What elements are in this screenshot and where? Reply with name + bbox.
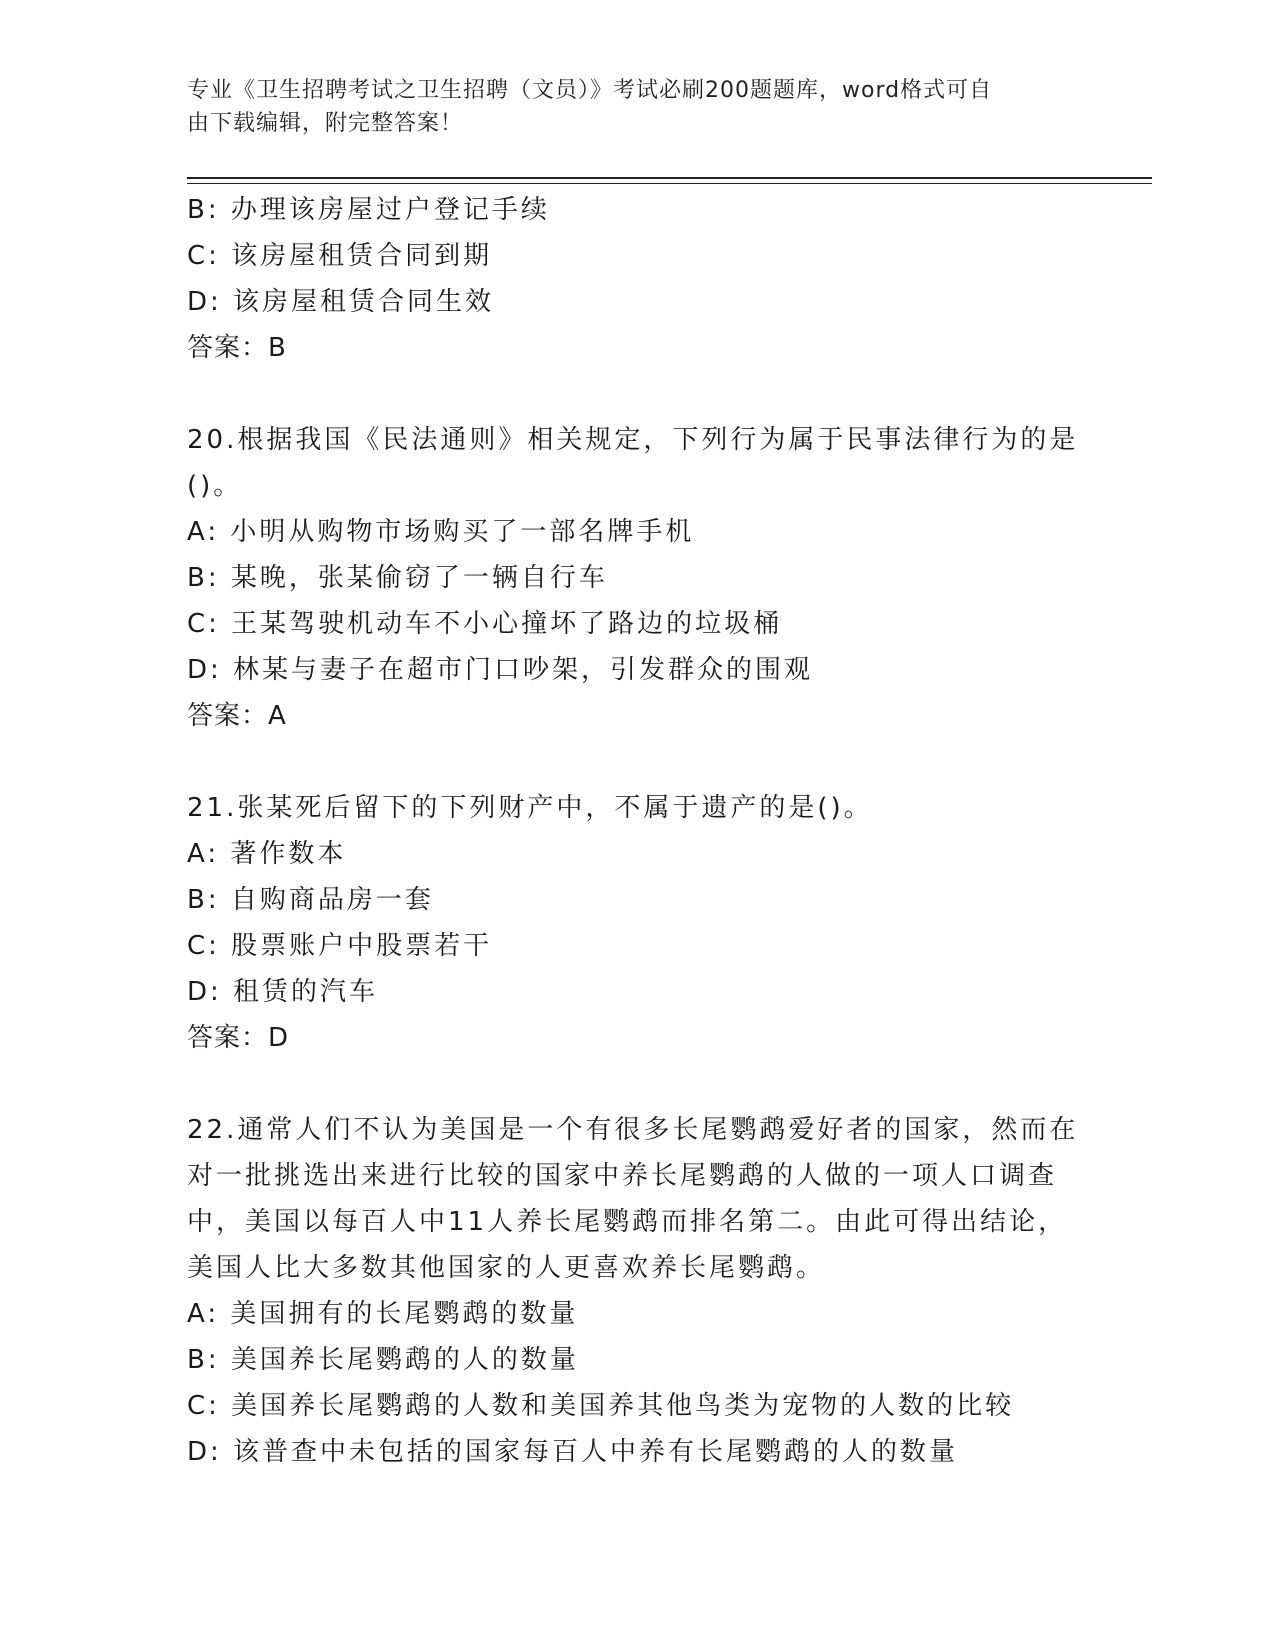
- question-stem: [187, 1107, 1087, 1291]
- question-20: [187, 417, 1087, 739]
- header-line-2: 由下载编辑，附完整答案！: [187, 111, 464, 136]
- question-21: [187, 785, 1087, 1061]
- option-b: B: 美国养长尾鹦鹉的人的数量: [187, 1345, 579, 1375]
- stem-line: 美国人比大多数其他国家的人更喜欢养长尾鹦鹉。: [187, 1253, 826, 1283]
- spacer: [187, 739, 1087, 785]
- option-a: A: 小明从购物市场购买了一部名牌手机: [187, 517, 695, 547]
- option-b: B: 某晚，张某偷窃了一辆自行车: [187, 563, 608, 593]
- stem-line: 20.根据我国《民法通则》相关规定，下列行为属于民事法律行为的是: [187, 425, 1079, 455]
- document-header: [187, 74, 1067, 140]
- question-22: [187, 1107, 1087, 1475]
- option-c: C: 王某驾驶机动车不小心撞坏了路边的垃圾桶: [187, 609, 783, 639]
- question-content: [187, 187, 1087, 1475]
- stem-line: 对一批挑选出来进行比较的国家中养长尾鹦鹉的人做的一项人口调查: [187, 1161, 1058, 1191]
- question-19-continued: [187, 187, 1087, 371]
- option-a: A: 美国拥有的长尾鹦鹉的数量: [187, 1299, 579, 1329]
- stem-line: 中，美国以每百人中11人养长尾鹦鹉而排名第二。由此可得出结论，: [187, 1207, 1068, 1237]
- option-c: C: 美国养长尾鹦鹉的人数和美国养其他鸟类为宠物的人数的比较: [187, 1391, 1015, 1421]
- stem-line: ()。: [187, 471, 243, 501]
- option-b: B: 办理该房屋过户登记手续: [187, 195, 550, 225]
- header-divider-thin: [187, 183, 1152, 184]
- option-a: A: 著作数本: [187, 839, 347, 869]
- option-d: D: 该普查中未包括的国家每百人中养有长尾鹦鹉的人的数量: [187, 1437, 959, 1467]
- answer: 答案：B: [187, 333, 287, 363]
- spacer: [187, 371, 1087, 417]
- header-divider-thick: [187, 177, 1152, 179]
- header-line-1: 专业《卫生招聘考试之卫生招聘（文员）》考试必刷200题题库，word格式可自: [187, 78, 993, 103]
- option-d: D: 租赁的汽车: [187, 977, 379, 1007]
- option-b: B: 自购商品房一套: [187, 885, 434, 915]
- option-c: C: 股票账户中股票若干: [187, 931, 493, 961]
- stem-line: 22.通常人们不认为美国是一个有很多长尾鹦鹉爱好者的国家，然而在: [187, 1115, 1079, 1145]
- question-stem: [187, 417, 1087, 509]
- option-c: C: 该房屋租赁合同到期: [187, 241, 493, 271]
- question-stem: [187, 785, 1087, 831]
- stem-line: 21.张某死后留下的下列财产中，不属于遗产的是()。: [187, 793, 873, 823]
- option-d: D: 该房屋租赁合同生效: [187, 287, 495, 317]
- answer: 答案：D: [187, 1023, 290, 1053]
- spacer: [187, 1061, 1087, 1107]
- answer: 答案：A: [187, 701, 287, 731]
- option-d: D: 林某与妻子在超市门口吵架，引发群众的围观: [187, 655, 814, 685]
